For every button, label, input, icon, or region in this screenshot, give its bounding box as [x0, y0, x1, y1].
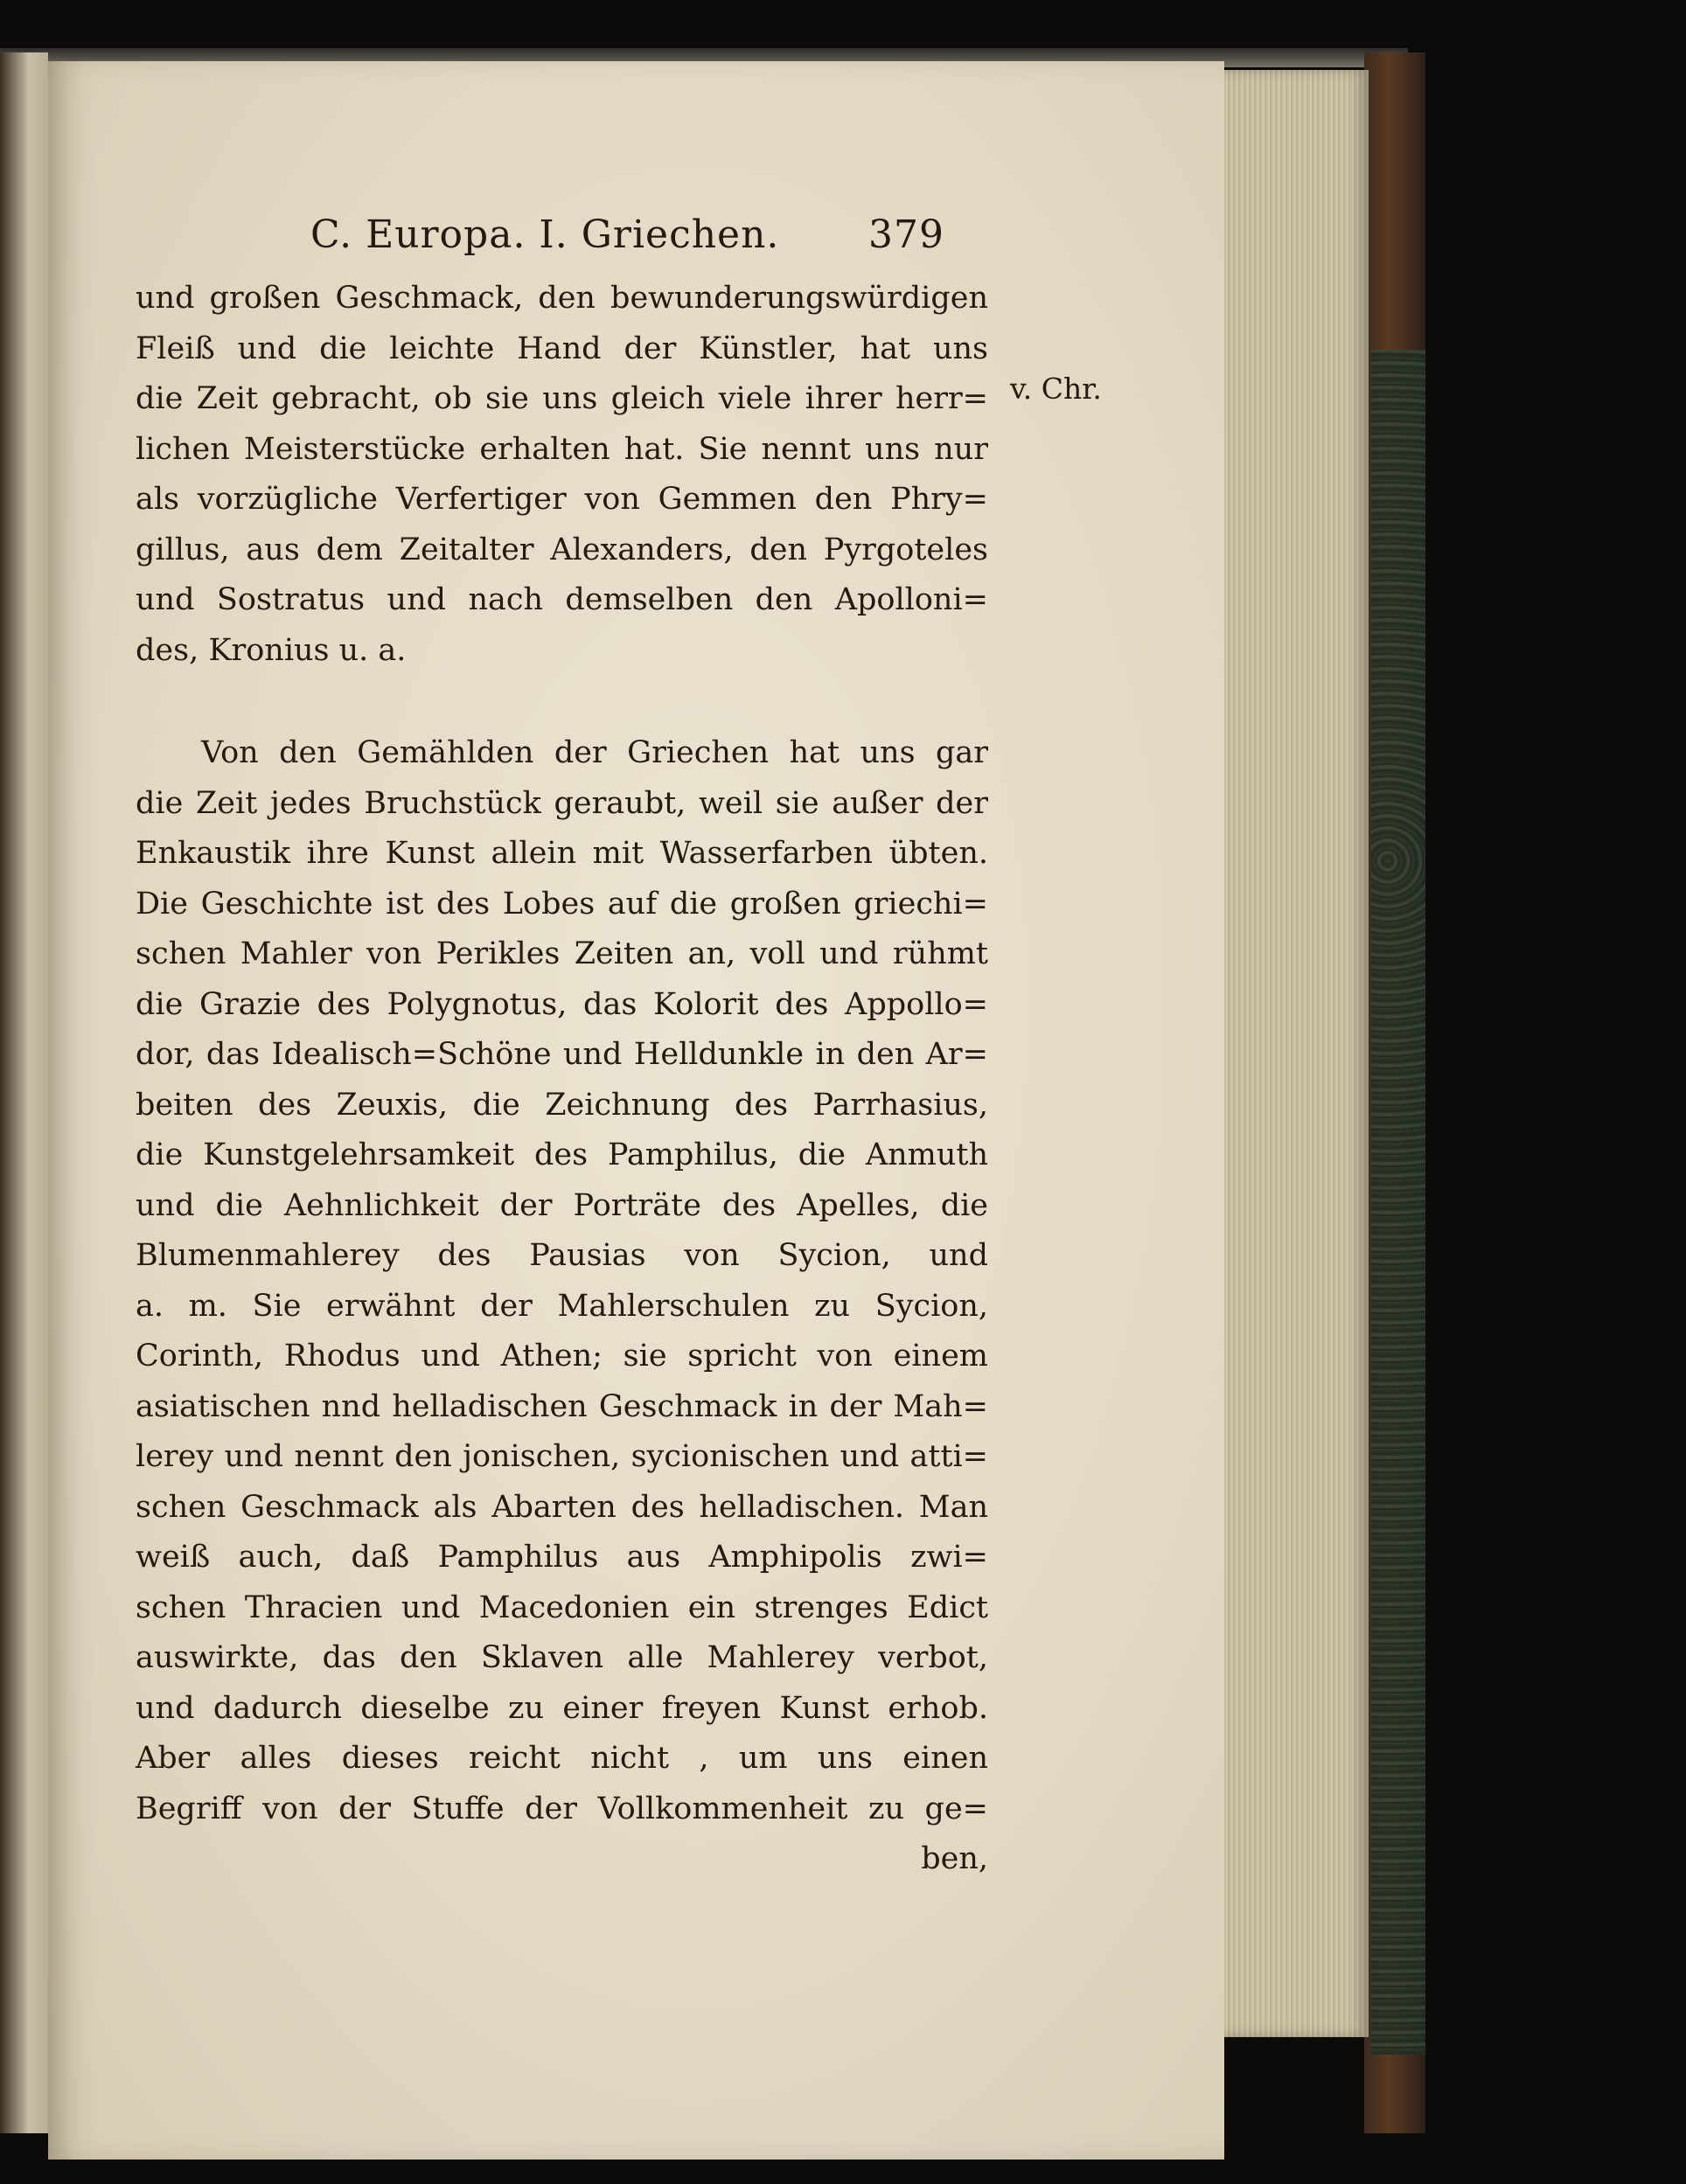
text-line: die Zeit gebracht, ob sie uns gleich viele ihrer herr=	[136, 381, 988, 416]
page-text	[136, 212, 988, 1885]
text-line: auswirkte, das den Sklaven alle Mahlerey verbot,	[136, 1640, 988, 1675]
page-header	[136, 212, 988, 274]
text-line: a. m. Sie erwähnt der Mahlerschulen zu Sycion,	[136, 1288, 988, 1324]
text-line: Begriff von der Stuffe der Vollkommenheit zu ge=	[136, 1791, 988, 1826]
text-line: Blumenmahlerey des Pausias von Sycion, und	[136, 1238, 988, 1273]
running-head: C. Europa. I. Griechen.	[310, 212, 780, 257]
text-line: gillus, aus dem Zeitalter Alexanders, den Pyrgoteles	[136, 532, 988, 567]
facing-page-edge	[0, 52, 48, 2133]
text-line: Enkaustik ihre Kunst allein mit Wasserfarben übten.	[136, 836, 988, 871]
text-line: Aber alles dieses reicht nicht , um uns einen	[136, 1741, 988, 1776]
text-line: und dadurch dieselbe zu einer freyen Kunst erhob.	[136, 1690, 988, 1726]
margin-note: v. Chr.	[1010, 372, 1102, 406]
marbled-cover	[1371, 350, 1425, 2055]
text-line: Die Geschichte ist des Lobes auf die großen griechi=	[136, 886, 988, 922]
text-line: des, Kronius u. a.	[136, 632, 407, 668]
page-number: 379	[868, 212, 944, 257]
text-line: lichen Meisterstücke erhalten hat. Sie nennt uns nur	[136, 431, 988, 467]
text-line: schen Geschmack als Abarten des helladischen. Man	[136, 1489, 988, 1525]
text-line: die Grazie des Polygnotus, das Kolorit des Appollo=	[136, 986, 988, 1022]
text-line: dor, das Idealisch=Schöne und Helldunkle in den Ar=	[136, 1037, 988, 1072]
text-line: und die Aehnlichkeit der Porträte des Apelles, die	[136, 1187, 988, 1223]
text-line: die Kunstgelehrsamkeit des Pamphilus, die Anmuth	[136, 1137, 988, 1172]
text-line: Corinth, Rhodus und Athen; sie spricht von einem	[136, 1339, 988, 1374]
page-stack-edge	[1220, 70, 1369, 2037]
text-line: als vorzügliche Verfertiger von Gemmen den Phry=	[136, 482, 988, 517]
text-line: Fleiß und die leichte Hand der Künstler, hat uns	[136, 330, 988, 366]
paragraph-gap	[136, 676, 988, 728]
text-line: lerey und nennt den jonischen, sycionischen und atti=	[136, 1439, 988, 1474]
text-line: beiten des Zeuxis, die Zeichnung des Parrhasius,	[136, 1087, 988, 1123]
text-line: und Sostratus und nach demselben den Apolloni=	[136, 582, 988, 617]
paragraph-2	[136, 728, 988, 1885]
text-line: weiß auch, daß Pamphilus aus Amphipolis zwi=	[136, 1540, 988, 1575]
paragraph-1	[136, 274, 988, 676]
catchword: ben,	[921, 1841, 988, 1876]
text-line: Von den Gemählden der Griechen hat uns gar	[201, 735, 988, 770]
text-line: asiatischen nnd helladischen Geschmack in der Mah=	[136, 1388, 988, 1424]
text-line: die Zeit jedes Bruchstück geraubt, weil sie außer der	[136, 785, 988, 821]
text-line: schen Mahler von Perikles Zeiten an, voll und rühmt	[136, 936, 988, 971]
text-line: und großen Geschmack, den bewunderungswürdigen	[136, 281, 988, 316]
text-line: schen Thracien und Macedonien ein strenges Edict	[136, 1589, 988, 1625]
